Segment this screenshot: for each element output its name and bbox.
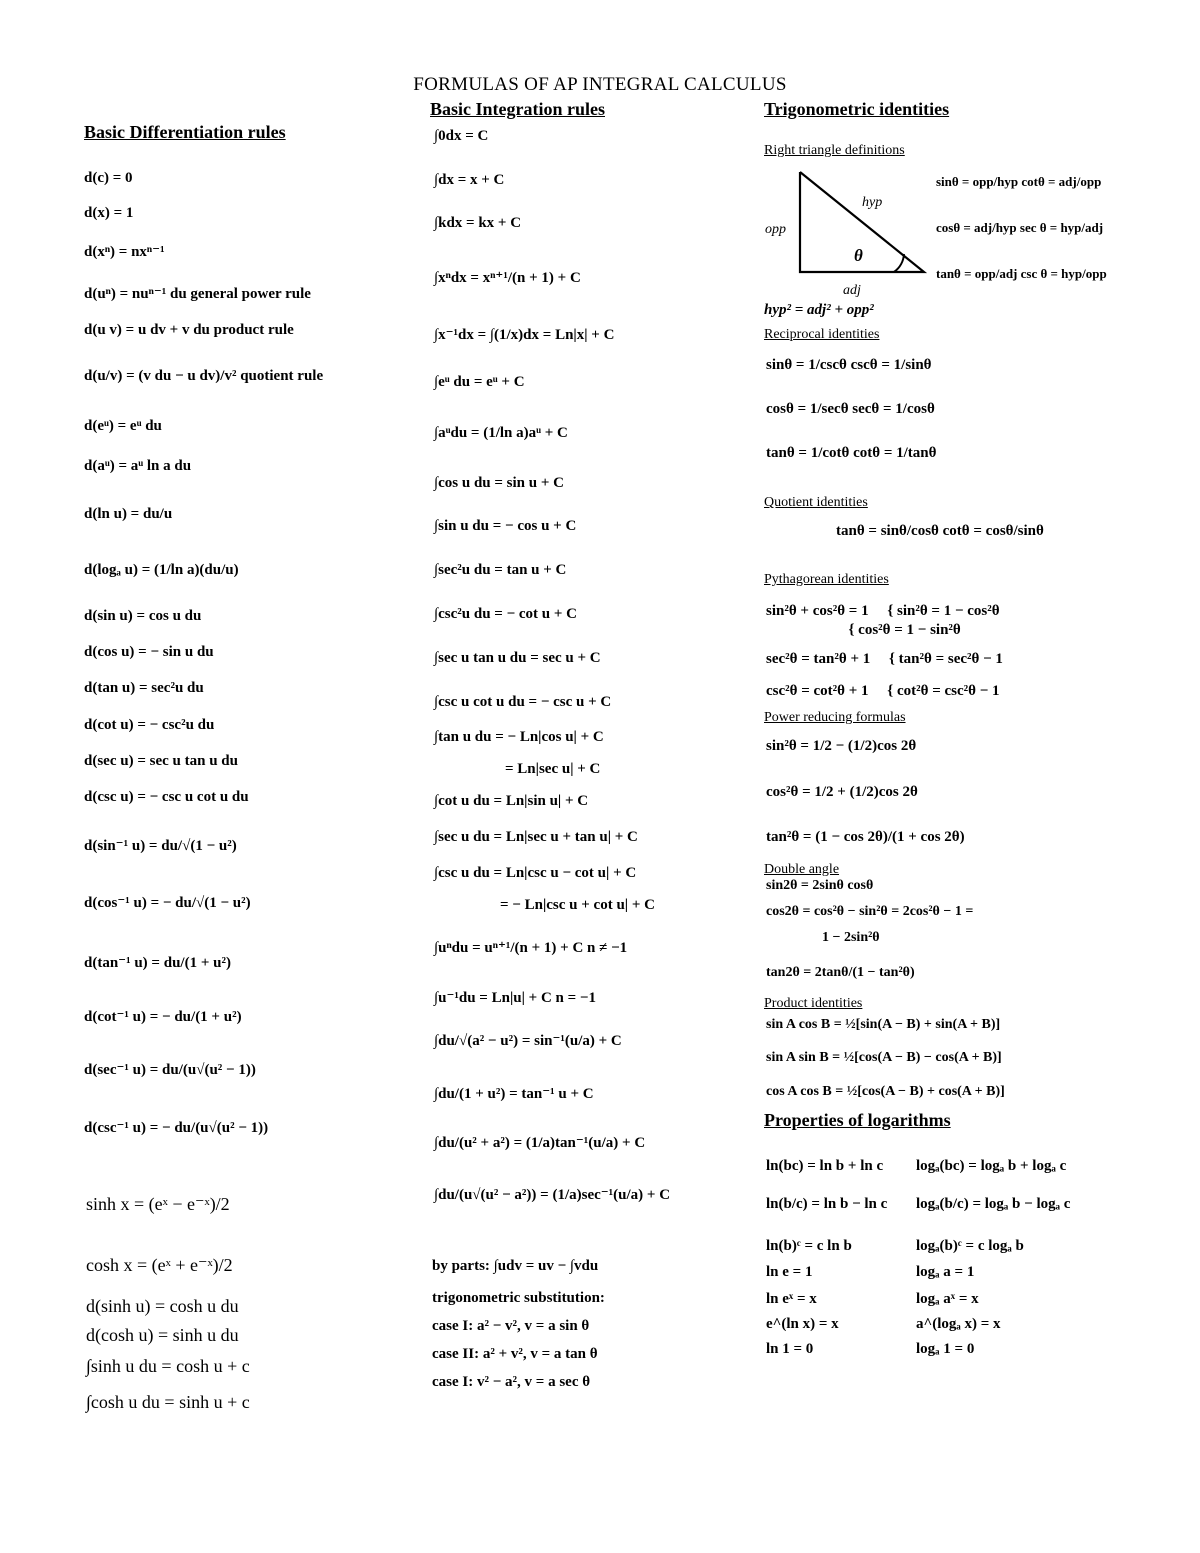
- hyperbolic-formula: d(cosh u) = sinh u du: [86, 1325, 239, 1345]
- double-angle-heading: Double angle: [764, 862, 840, 877]
- int-rule: ∫aᵘdu = (1/ln a)aᵘ + C: [434, 425, 568, 441]
- log-property: ln eˣ = x: [766, 1291, 817, 1307]
- reciprocal-identity: tanθ = 1/cotθ cotθ = 1/tanθ: [766, 445, 937, 461]
- integration-heading: Basic Integration rules: [430, 99, 605, 119]
- hyperbolic-formula: cosh x = (eˣ + e⁻ˣ)/2: [86, 1255, 233, 1275]
- diff-rule: d(tan⁻¹ u) = du/(1 + u²): [84, 955, 231, 971]
- product-identity: sin A cos B = ½[sin(A − B) + sin(A + B)]: [766, 1017, 1001, 1032]
- diff-rule: d(c) = 0: [84, 170, 133, 186]
- int-rule: ∫cos u du = sin u + C: [434, 475, 564, 491]
- diff-rule: d(sec⁻¹ u) = du/(u√(u² − 1)): [84, 1062, 256, 1078]
- int-rule: ∫sec u du = Ln|sec u + tan u| + C: [434, 829, 638, 845]
- pythagorean-theorem: hyp² = adj² + opp²: [764, 302, 874, 318]
- int-rule: ∫du/(1 + u²) = tan⁻¹ u + C: [434, 1086, 594, 1102]
- logarithms-heading: Properties of logarithms: [764, 1110, 951, 1130]
- int-rule: ∫sin u du = − cos u + C: [434, 518, 577, 534]
- log-property: logₐ(b)ᶜ = c logₐ b: [916, 1238, 1024, 1254]
- diff-rule: d(logₐ u) = (1/ln a)(du/u): [84, 562, 239, 578]
- int-rule: ∫du/(u² + a²) = (1/a)tan⁻¹(u/a) + C: [434, 1135, 646, 1151]
- int-rule: ∫csc²u du = − cot u + C: [434, 606, 578, 622]
- int-rule: ∫uⁿdu = uⁿ⁺¹/(n + 1) + C n ≠ −1: [434, 940, 628, 956]
- right-triangle-heading: Right triangle definitions: [764, 143, 905, 158]
- quotient-heading: Quotient identities: [764, 495, 868, 510]
- log-property: ln(bc) = ln b + ln c: [766, 1158, 884, 1174]
- page-title: FORMULAS OF AP INTEGRAL CALCULUS: [413, 74, 787, 95]
- double-angle-formula: 1 − 2sin²θ: [822, 930, 880, 945]
- diff-rule: d(x) = 1: [84, 205, 134, 221]
- pythagorean-heading: Pythagorean identities: [764, 572, 889, 587]
- power-reducing-formula: sin²θ = 1/2 − (1/2)cos 2θ: [766, 738, 917, 754]
- right-triangle-def: cosθ = adj/hyp sec θ = hyp/adj: [936, 220, 1104, 235]
- int-rule: ∫x⁻¹dx = ∫(1/x)dx = Ln|x| + C: [434, 327, 615, 343]
- log-property: logₐ a = 1: [916, 1264, 975, 1280]
- log-property: ln 1 = 0: [766, 1341, 814, 1357]
- int-rule: ∫sec u tan u du = sec u + C: [434, 650, 601, 666]
- differentiation-heading: Basic Differentiation rules: [84, 122, 286, 142]
- diff-rule: d(cos⁻¹ u) = − du/√(1 − u²): [84, 895, 251, 911]
- right-triangle-def: tanθ = opp/adj csc θ = hyp/opp: [936, 266, 1107, 281]
- reciprocal-identity: cosθ = 1/secθ secθ = 1/cosθ: [766, 401, 935, 417]
- diff-rule: d(sin u) = cos u du: [84, 608, 202, 624]
- log-property: e^(ln x) = x: [766, 1316, 839, 1332]
- reciprocal-identity: sinθ = 1/cscθ cscθ = 1/sinθ: [766, 357, 932, 373]
- product-identity: sin A sin B = ½[cos(A − B) − cos(A + B)]: [766, 1050, 1002, 1065]
- int-rule: ∫kdx = kx + C: [434, 215, 522, 231]
- hyperbolic-formula: ∫sinh u du = cosh u + c: [86, 1356, 250, 1376]
- power-reducing-heading: Power reducing formulas: [764, 710, 906, 725]
- int-rule: ∫u⁻¹du = Ln|u| + C n = −1: [434, 990, 596, 1006]
- int-rule: ∫0dx = C: [434, 128, 489, 144]
- substitution-case: case I: a² − v², v = a sin θ: [432, 1318, 590, 1334]
- trig-heading: Trigonometric identities: [764, 99, 950, 119]
- log-property: logₐ aˣ = x: [916, 1291, 979, 1307]
- hyperbolic-formula: ∫cosh u du = sinh u + c: [86, 1392, 250, 1412]
- log-property: logₐ(b/c) = logₐ b − logₐ c: [916, 1196, 1071, 1212]
- diff-rule: d(tan u) = sec²u du: [84, 680, 204, 696]
- int-rule: = Ln|sec u| + C: [505, 761, 601, 777]
- triangle-theta-label: θ: [854, 246, 863, 265]
- log-property: ln(b)ᶜ = c ln b: [766, 1238, 852, 1254]
- int-rule: ∫xⁿdx = xⁿ⁺¹/(n + 1) + C: [434, 270, 581, 286]
- diff-rule: d(csc⁻¹ u) = − du/(u√(u² − 1)): [84, 1120, 269, 1136]
- trig-substitution-label: trigonometric substitution:: [432, 1290, 605, 1306]
- diff-rule: d(ln u) = du/u: [84, 506, 173, 522]
- int-rule: ∫csc u du = Ln|csc u − cot u| + C: [434, 865, 637, 881]
- diff-rule: d(sin⁻¹ u) = du/√(1 − u²): [84, 838, 237, 854]
- power-reducing-formula: cos²θ = 1/2 + (1/2)cos 2θ: [766, 784, 918, 800]
- hyperbolic-formula: d(sinh u) = cosh u du: [86, 1296, 239, 1316]
- double-angle-formula: tan2θ = 2tanθ/(1 − tan²θ): [766, 965, 915, 980]
- double-angle-formula: cos2θ = cos²θ − sin²θ = 2cos²θ − 1 =: [766, 904, 974, 919]
- pythagorean-identity: csc²θ = cot²θ + 1 { cot²θ = csc²θ − 1: [766, 683, 1000, 699]
- product-heading: Product identities: [764, 996, 863, 1011]
- int-rule: ∫csc u cot u du = − csc u + C: [434, 694, 612, 710]
- diff-rule: d(u v) = u dv + v du product rule: [84, 322, 294, 338]
- reciprocal-heading: Reciprocal identities: [764, 327, 880, 342]
- log-property: ln e = 1: [766, 1264, 813, 1280]
- int-rule: ∫cot u du = Ln|sin u| + C: [434, 793, 589, 809]
- hyperbolic-formula: sinh x = (eˣ − e⁻ˣ)/2: [86, 1194, 230, 1214]
- log-property: logₐ 1 = 0: [916, 1341, 975, 1357]
- int-rule: ∫du/√(a² − u²) = sin⁻¹(u/a) + C: [434, 1033, 622, 1049]
- log-property: ln(b/c) = ln b − ln c: [766, 1196, 888, 1212]
- diff-rule: d(sec u) = sec u tan u du: [84, 753, 238, 769]
- double-angle-formula: sin2θ = 2sinθ cosθ: [766, 878, 874, 893]
- pythagorean-identity: { cos²θ = 1 − sin²θ: [766, 622, 961, 638]
- int-rule: = − Ln|csc u + cot u| + C: [500, 897, 655, 913]
- diff-rule: d(cot u) = − csc²u du: [84, 717, 215, 733]
- pythagorean-identity: sin²θ + cos²θ = 1 { sin²θ = 1 − cos²θ: [766, 603, 1000, 619]
- int-rule: ∫sec²u du = tan u + C: [434, 562, 567, 578]
- triangle-hyp-label: hyp: [862, 195, 883, 210]
- diff-rule: d(xⁿ) = nxⁿ⁻¹: [84, 244, 165, 260]
- triangle-opp-label: opp: [765, 222, 786, 237]
- quotient-identity: tanθ = sinθ/cosθ cotθ = cosθ/sinθ: [836, 523, 1044, 539]
- log-property: logₐ(bc) = logₐ b + logₐ c: [916, 1158, 1067, 1174]
- int-rule: ∫tan u du = − Ln|cos u| + C: [434, 729, 604, 745]
- diff-rule: d(cos u) = − sin u du: [84, 644, 214, 660]
- pythagorean-identity: sec²θ = tan²θ + 1 { tan²θ = sec²θ − 1: [766, 651, 1003, 667]
- right-triangle-def: sinθ = opp/hyp cotθ = adj/opp: [936, 174, 1102, 189]
- int-rule: ∫dx = x + C: [434, 172, 505, 188]
- int-rule: ∫du/(u√(u² − a²)) = (1/a)sec⁻¹(u/a) + C: [434, 1187, 671, 1203]
- diff-rule: d(eᵘ) = eᵘ du: [84, 418, 162, 434]
- substitution-case: case I: v² − a², v = a sec θ: [432, 1374, 591, 1390]
- diff-rule: d(cot⁻¹ u) = − du/(1 + u²): [84, 1009, 242, 1025]
- int-rule: ∫eᵘ du = eᵘ + C: [434, 374, 525, 390]
- triangle-adj-label: adj: [843, 283, 861, 298]
- diff-rule: d(uⁿ) = nuⁿ⁻¹ du general power rule: [84, 286, 311, 302]
- diff-rule: d(aᵘ) = aᵘ ln a du: [84, 458, 192, 474]
- diff-rule: d(u/v) = (v du − u dv)/v² quotient rule: [84, 368, 324, 384]
- product-identity: cos A cos B = ½[cos(A − B) + cos(A + B)]: [766, 1084, 1005, 1099]
- by-parts-formula: by parts: ∫udv = uv − ∫vdu: [432, 1258, 599, 1274]
- log-property: a^(logₐ x) = x: [916, 1316, 1001, 1332]
- substitution-case: case II: a² + v², v = a tan θ: [432, 1346, 598, 1362]
- diff-rule: d(csc u) = − csc u cot u du: [84, 789, 249, 805]
- power-reducing-formula: tan²θ = (1 − cos 2θ)/(1 + cos 2θ): [766, 829, 965, 845]
